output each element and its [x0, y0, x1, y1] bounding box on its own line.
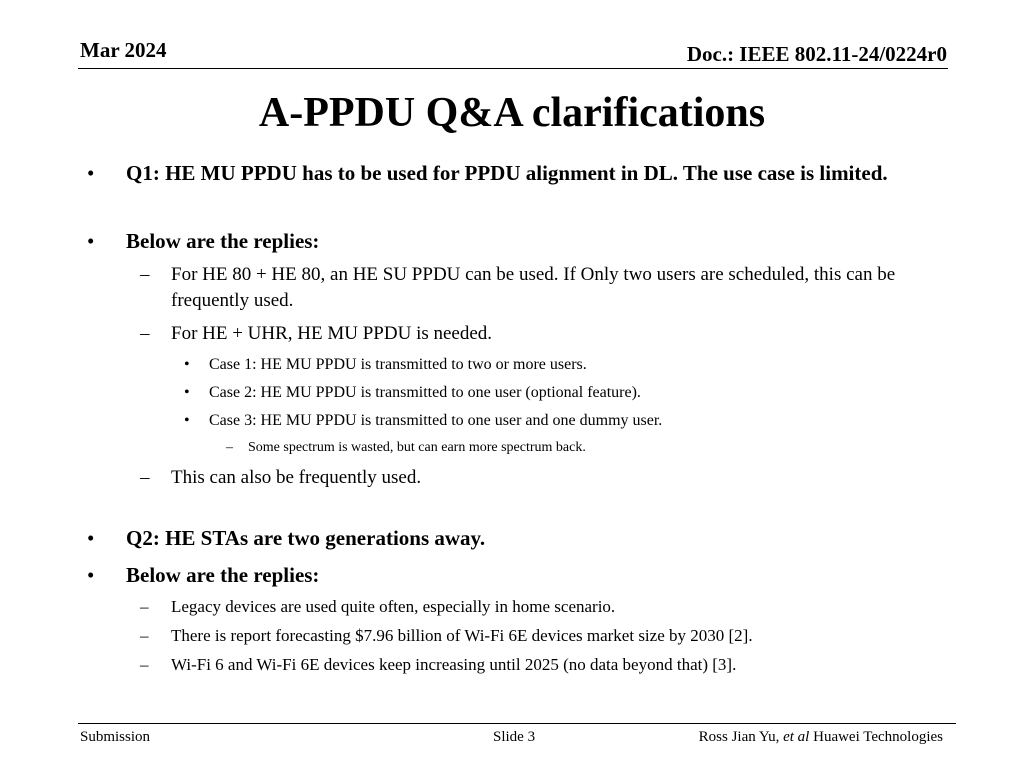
bullet-text: For HE + UHR, HE MU PPDU is needed.	[171, 323, 493, 344]
case-1-item	[184, 354, 909, 376]
bullet-text: Below are the replies:	[126, 229, 320, 253]
header-divider	[78, 68, 948, 69]
bullet-marker: •	[87, 161, 95, 185]
sub-bullet-q2-reply-3	[140, 653, 961, 677]
bullet-text: Case 3: HE MU PPDU is transmitted to one user and one dummy user.	[209, 412, 663, 429]
bullet-text: Q1: HE MU PPDU has to be used for PPDU alignment in DL. The use case is limited.	[126, 161, 888, 185]
bullet-text: This can also be frequently used.	[171, 467, 422, 488]
bullet-text: Legacy devices are used quite often, especially in home scenario.	[171, 597, 616, 616]
dash-marker: –	[140, 264, 150, 285]
bullet-text: Q2: HE STAs are two generations away.	[126, 526, 486, 550]
header-doc-id: Doc.: IEEE 802.11-24/0224r0	[686, 42, 947, 66]
slide-title: A-PPDU Q&A clarifications	[258, 90, 766, 136]
dash-marker: –	[140, 626, 149, 645]
dash-marker: –	[140, 655, 149, 674]
bullet-text: Below are the replies:	[126, 563, 320, 587]
bullet-q2-replies	[87, 560, 926, 590]
dash-marker: –	[140, 323, 150, 344]
footer-slide-number: Slide 3	[493, 729, 536, 745]
case-3-note	[226, 438, 898, 458]
sub-bullet-q1-reply-2	[140, 321, 961, 347]
bullet-q1	[87, 158, 926, 188]
bullet-marker: •	[184, 412, 190, 429]
bullet-text: For HE 80 + HE 80, an HE SU PPDU can be used. If Only two users are scheduled, this can be frequently used.	[171, 264, 896, 311]
bullet-marker: •	[184, 356, 190, 373]
sub-bullet-q1-reply-3	[140, 465, 961, 491]
footer-submission: Submission	[80, 729, 151, 745]
bullet-text: Some spectrum is wasted, but can earn more spectrum back.	[248, 440, 586, 455]
footer-divider	[78, 723, 956, 724]
bullet-marker: •	[184, 384, 190, 401]
bullet-text: There is report forecasting $7.96 billion of Wi-Fi 6E devices market size by 2030 [2].	[171, 626, 753, 645]
dash-marker: –	[226, 440, 233, 455]
footer-author-etal: et al	[783, 729, 810, 745]
header-date: Mar 2024	[80, 38, 167, 62]
bullet-marker: •	[87, 229, 95, 253]
bullet-q2	[87, 523, 926, 553]
dash-marker: –	[140, 597, 149, 616]
footer-author	[699, 729, 943, 746]
bullet-text: Case 1: HE MU PPDU is transmitted to two or more users.	[209, 356, 587, 373]
sub-bullet-q1-reply-1	[140, 262, 961, 314]
bullet-text: Wi-Fi 6 and Wi-Fi 6E devices keep increasing until 2025 (no data beyond that) [3].	[171, 655, 737, 674]
dash-marker: –	[140, 467, 150, 488]
sub-bullet-q2-reply-1	[140, 595, 961, 619]
footer-author-name: Ross Jian Yu,	[698, 729, 784, 745]
bullet-marker: •	[87, 526, 95, 550]
sub-bullet-q2-reply-2	[140, 624, 961, 648]
bullet-q1-replies	[87, 226, 926, 256]
case-2-item	[184, 382, 909, 404]
footer-author-org: Huawei Technologies	[809, 729, 943, 745]
bullet-text: Case 2: HE MU PPDU is transmitted to one user (optional feature).	[209, 384, 641, 401]
case-3-item	[184, 410, 909, 432]
bullet-marker: •	[87, 563, 95, 587]
